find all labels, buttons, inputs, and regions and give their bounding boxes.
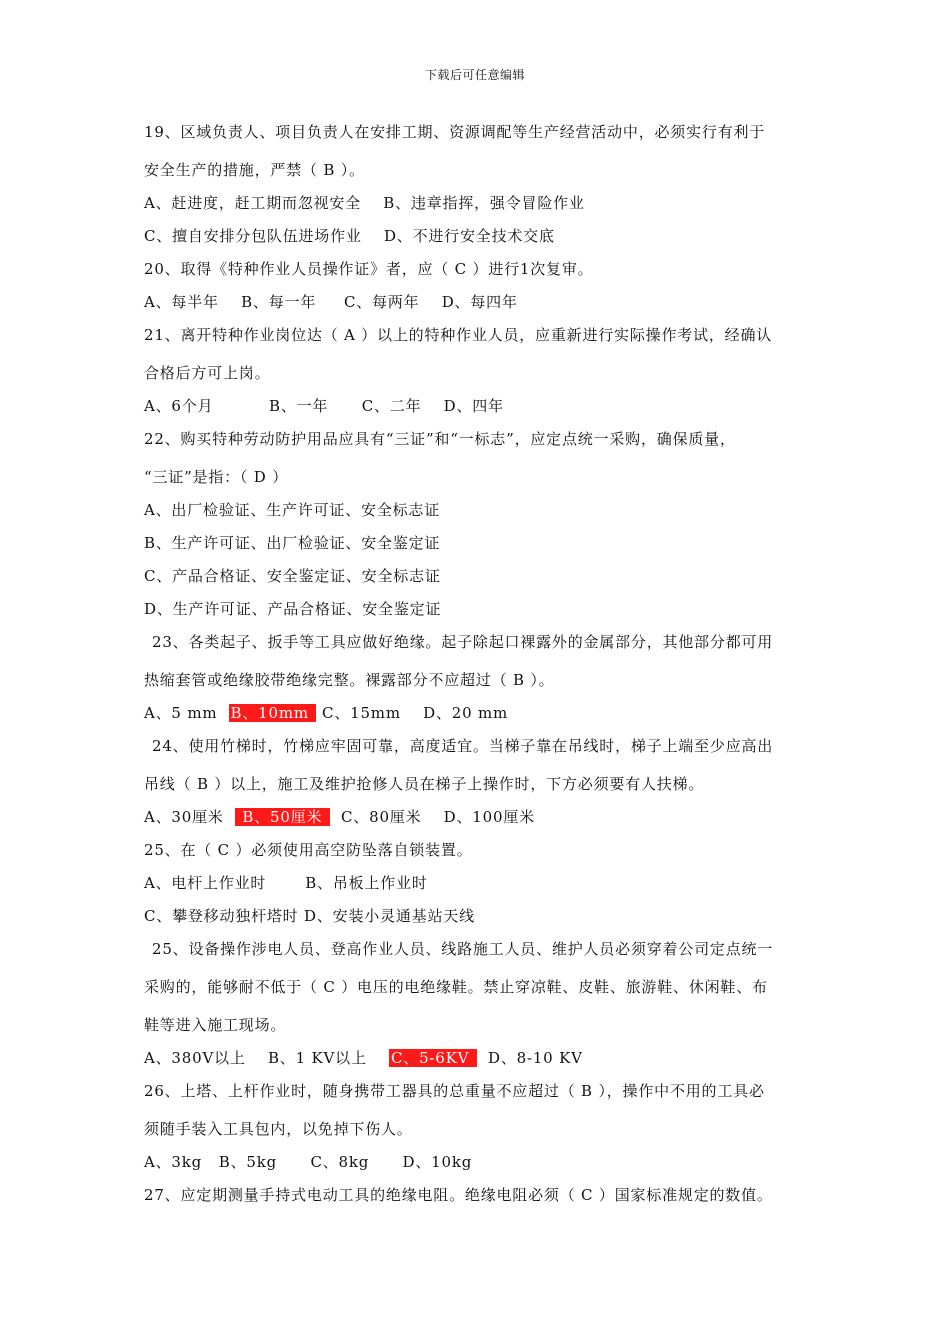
line-text: B、生产许可证、出厂检验证、安全鉴定证 — [144, 534, 441, 552]
line-text: 安全生产的措施，严禁（ B ）。 — [144, 161, 365, 179]
text-line — [144, 939, 834, 959]
line-text: “三证”是指：（ D ） — [144, 468, 289, 486]
text-line — [144, 122, 834, 142]
line-text: A、30厘米 — [144, 808, 235, 826]
highlighted-answer: B、50厘米 — [236, 808, 328, 826]
line-text: A、赶进度，赶工期而忽视安全 B、违章指挥，强令冒险作业 — [144, 194, 585, 212]
text-line — [144, 977, 834, 997]
text-line — [144, 703, 834, 723]
text-line — [144, 840, 834, 860]
text-line — [144, 226, 834, 246]
text-line — [144, 500, 834, 520]
line-text: 鞋等进入施工现场。 — [144, 1016, 287, 1034]
line-text: 20、取得《特种作业人员操作证》者，应（ C ）进行1次复审。 — [144, 260, 594, 278]
line-text: 22、购买特种劳动防护用品应具有“三证”和“一标志”，应定点统一采购，确保质量， — [144, 430, 736, 448]
text-line — [144, 1015, 834, 1035]
text-line — [144, 193, 834, 213]
line-text-after: C、15mm D、20 mm — [316, 704, 509, 722]
text-line — [144, 807, 834, 827]
page-header: 下载后可任意编辑 — [424, 68, 525, 82]
line-text: A、380V以上 B、1 KV以上 — [144, 1049, 390, 1067]
document-body — [144, 122, 834, 1218]
line-text: 26、上塔、上杆作业时，随身携带工器具的总重量不应超过（ B ），操作中不用的工具必 — [144, 1082, 765, 1100]
text-line — [144, 363, 834, 383]
line-text: 27、应定期测量手持式电动工具的绝缘电阻。绝缘电阻必须（ C ）国家标准规定的数值。 — [144, 1186, 773, 1204]
text-line — [144, 1048, 834, 1068]
text-line — [144, 259, 834, 279]
line-text: 23、各类起子、扳手等工具应做好绝缘。起子除起口裸露外的金属部分，其他部分都可用 — [152, 633, 774, 651]
line-text: 吊线（ B ）以上，施工及维护抢修人员在梯子上操作时，下方必须要有人扶梯。 — [144, 775, 705, 793]
text-line — [144, 160, 834, 180]
text-line — [144, 533, 834, 553]
highlighted-answer: C、5-6KV — [391, 1049, 475, 1067]
text-line — [144, 599, 834, 619]
text-line — [144, 429, 834, 449]
line-text: 合格后方可上岗。 — [144, 364, 271, 382]
line-text: C、攀登移动独杆塔时 D、安装小灵通基站天线 — [144, 907, 475, 925]
text-line — [144, 736, 834, 756]
line-text-after: D、8-10 KV — [476, 1049, 583, 1067]
text-line — [144, 670, 834, 690]
line-text: A、出厂检验证、生产许可证、安全标志证 — [144, 501, 441, 519]
line-text: A、每半年 B、每一年 C、每两年 D、每四年 — [144, 293, 518, 311]
line-text: 采购的，能够耐不低于（ C ）电压的电绝缘鞋。禁止穿凉鞋、皮鞋、旅游鞋、休闲鞋、布 — [144, 978, 768, 996]
line-text: 须随手装入工具包内，以免掉下伤人。 — [144, 1120, 413, 1138]
line-text: D、生产许可证、产品合格证、安全鉴定证 — [144, 600, 442, 618]
text-line — [144, 873, 834, 893]
line-text-after: C、80厘米 D、100厘米 — [329, 808, 535, 826]
line-text: 19、区域负责人、项目负责人在安排工期、资源调配等生产经营活动中，必须实行有利于 — [144, 123, 766, 141]
line-text: C、产品合格证、安全鉴定证、安全标志证 — [144, 567, 441, 585]
line-text: A、6个月 B、一年 C、二年 D、四年 — [144, 397, 504, 415]
line-text: 热缩套管或绝缘胶带绝缘完整。裸露部分不应超过（ B ）。 — [144, 671, 555, 689]
line-text: A、电杆上作业时 B、吊板上作业时 — [144, 874, 428, 892]
text-line — [144, 566, 834, 586]
line-text: 21、离开特种作业岗位达（ A ）以上的特种作业人员，应重新进行实际操作考试，经确认 — [144, 326, 773, 344]
highlighted-answer: B、10mm — [230, 704, 315, 722]
text-line — [144, 396, 834, 416]
text-line — [144, 774, 834, 794]
line-text: C、擅自安排分包队伍进场作业 D、不进行安全技术交底 — [144, 227, 555, 245]
text-line — [144, 325, 834, 345]
text-line — [144, 467, 834, 487]
line-text: A、5 mm — [144, 704, 229, 722]
text-line — [144, 1152, 834, 1172]
text-line — [144, 1081, 834, 1101]
text-line — [144, 1119, 834, 1139]
line-text: 25、在（ C ）必须使用高空防坠落自锁装置。 — [144, 841, 473, 859]
text-line — [144, 1185, 834, 1205]
text-line — [144, 632, 834, 652]
line-text: 25、设备操作涉电人员、登高作业人员、线路施工人员、维护人员必须穿着公司定点统一 — [152, 940, 774, 958]
line-text: A、3kg B、5kg C、8kg D、10kg — [144, 1153, 473, 1171]
line-text: 24、使用竹梯时，竹梯应牢固可靠，高度适宜。当梯子靠在吊线时，梯子上端至少应高出 — [152, 737, 774, 755]
text-line — [144, 906, 834, 926]
text-line — [144, 292, 834, 312]
